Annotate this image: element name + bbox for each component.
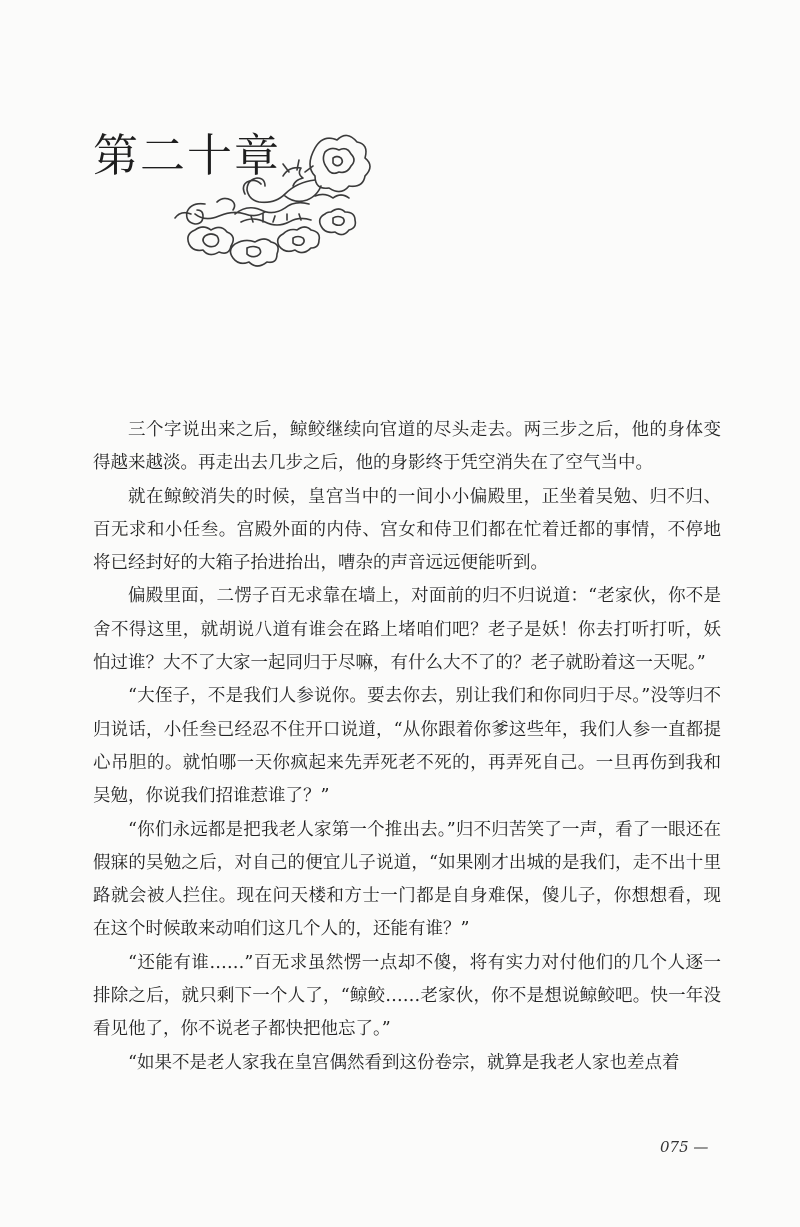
paragraph: “大侄子，不是我们人参说你。要去你去，别让我们和你同归于尽。”没等归不归说话，小任叁已经忍不住开口说道，“从你跟着你爹这些年，我们人参一直都提心吊胆的。就怕哪一天你疯起来先弄死老不死的，再弄死自己。一旦再伤到我和吴勉，你说我们招谁惹谁了？” [93,686,721,807]
paragraph: 偏殿里面，二愣子百无求靠在墙上，对面前的归不归说道：“老家伙，你不是舍不得这里，就胡说八道有谁会在路上堵咱们吧？老子是妖！你去打听打听，妖怕过谁？大不了大家一起同归于尽嘛，有什么大不了的？老子就盼着这一天呢。” [93,586,721,674]
paragraph: “还能有谁……”百无求虽然愣一点却不傻，将有实力对付他们的几个人逐一排除之后，就只剩下一个人了，“鲸鲛……老家伙，你不是想说鲸鲛吧。快一年没看见他了，你不说老子都快把他忘了。” [93,952,721,1040]
chapter-title: 第二十章 [93,129,282,182]
chapter-body [93,414,721,1080]
paragraph: “你们永远都是把我老人家第一个推出去。”归不归苦笑了一声，看了一眼还在假寐的吴勉之后，对自己的便宜儿子说道，“如果刚才出城的是我们，走不出十里路就会被人拦住。现在问天楼和方士一门都是自身难保，傻儿子，你想想看，现在这个时候敢来动咱们这几个人的，还能有谁？” [93,819,721,940]
page-number: 075 — [660,1138,709,1156]
paragraph: 就在鲸鲛消失的时候，皇宫当中的一间小小偏殿里，正坐着吴勉、归不归、百无求和小任叁。宫殿外面的内侍、宫女和侍卫们都在忙着迁都的事情，不停地将已经封好的大箱子抬进抬出，嘈杂的声音远远便能听到。 [93,486,721,574]
dragon-cloud-ornament-icon [165,118,375,278]
paragraph: 三个字说出来之后，鲸鲛继续向官道的尽头走去。两三步之后，他的身体变得越来越淡。再走出去几步之后，他的身影终于凭空消失在了空气当中。 [93,420,721,474]
paragraph: “如果不是老人家我在皇宫偶然看到这份卷宗，就算是我老人家也差点着 [128,1052,680,1073]
